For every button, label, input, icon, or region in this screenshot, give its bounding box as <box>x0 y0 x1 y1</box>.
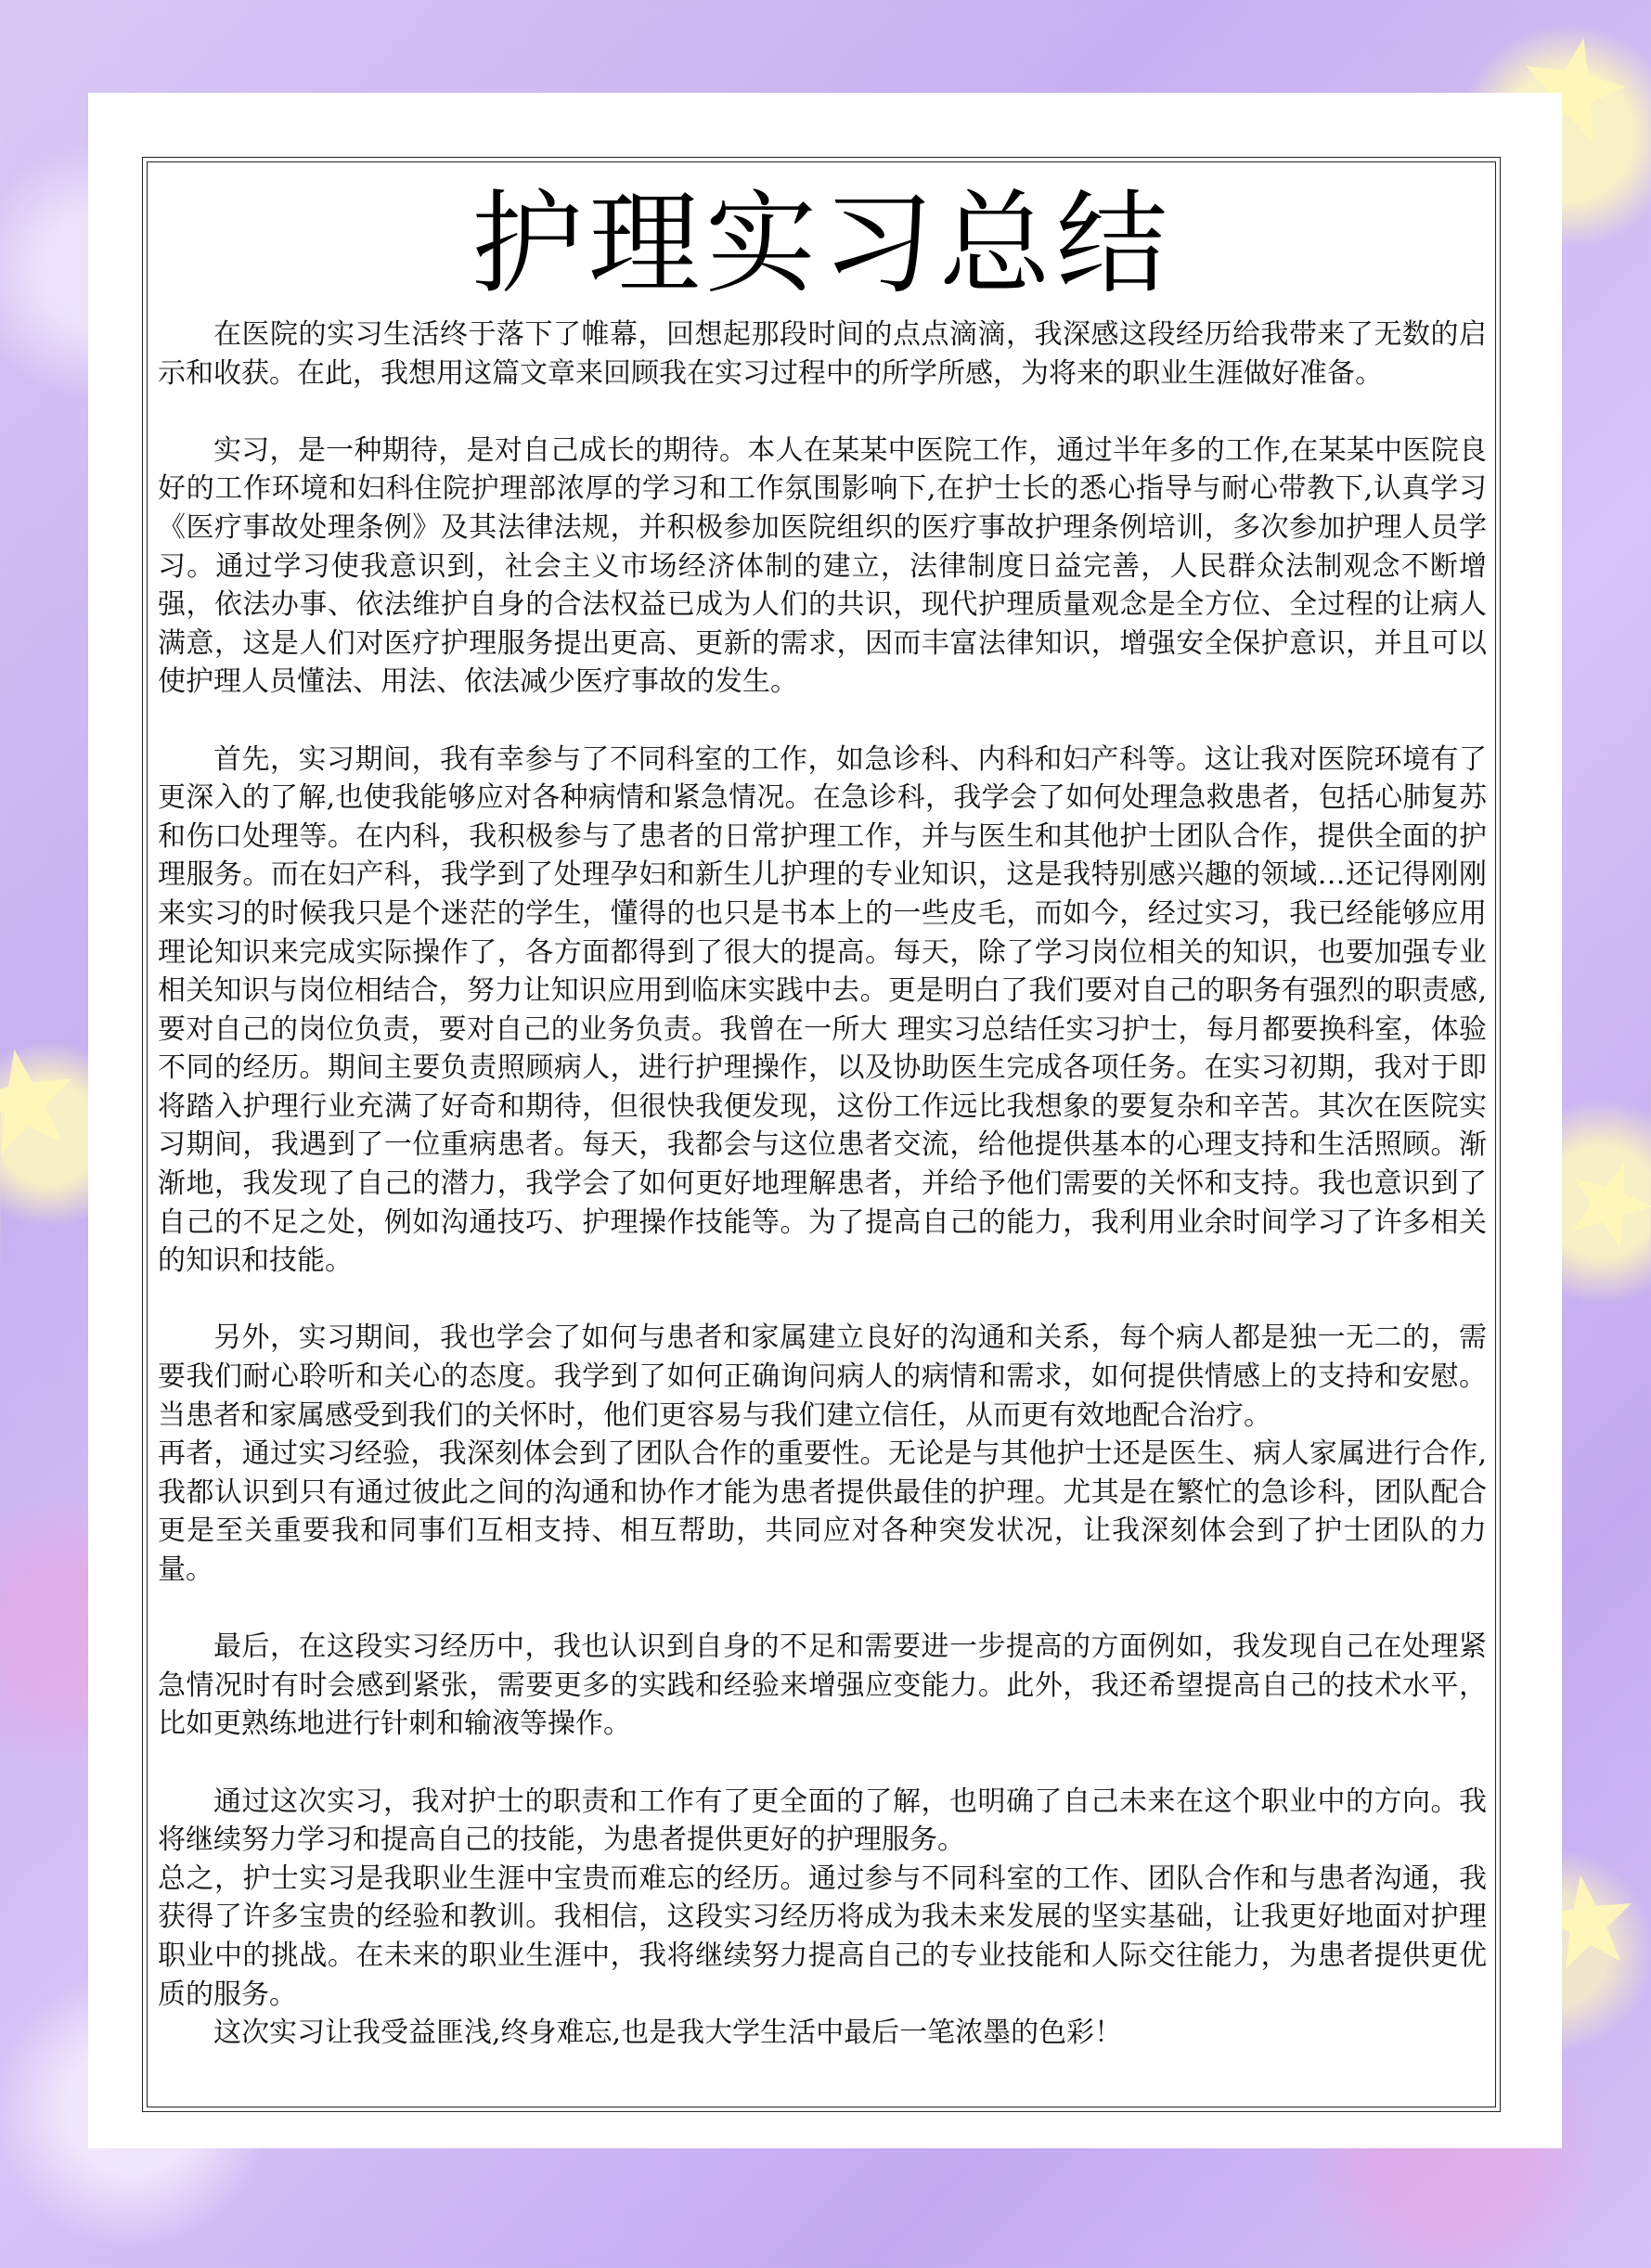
document-title: 护理实习总结 <box>471 180 1173 309</box>
paragraph-teamwork: 再者，通过实习经验，我深刻体会到了团队合作的重要性。无论是与其他护士还是医生、病人家属进行合作,我都认识到只有通过彼此之间的沟通和协作才能为患者提供最佳的护理。尤其是在繁忙的急诊科，团队配合更是至关重要我和同事们互相支持、相互帮助，共同应对各种突发状况，让我深刻体会到了护士团队的力量。 <box>158 1437 1487 1586</box>
paragraph-communication: 另外，实习期间，我也学会了如何与患者和家属建立良好的沟通和关系，每个病人都是独一无二的，需要我们耐心聆听和关心的态度。我学到了如何正确询问病人的病情和需求，如何提供情感上的支持和安慰。当患者和家属感受到我们的关怀时，他们更容易与我们建立信任，从而更有效地配合治疗。 <box>158 1321 1487 1432</box>
star-decoration-icon <box>0 1040 83 1158</box>
paragraph-gap <box>158 702 1487 741</box>
paragraph-gap <box>158 1281 1487 1320</box>
star-decoration-icon <box>1556 1148 1651 1255</box>
paragraph-intro: 在医院的实习生活终于落下了帷幕，回想起那段时间的点点滴滴，我深感这段经历给我带来了无数的启示和收获。在此，我想用这篇文章来回顾我在实习过程中的所学所感，为将来的职业生涯做好准备。 <box>158 318 1487 390</box>
paragraph-departments: 首先，实习期间，我有幸参与了不同科室的工作，如急诊科、内科和妇产科等。这让我对医院环境有了更深入的了解,也使我能够应对各种病情和紧急情况。在急诊科，我学会了如何处理急救患者，包括心肺复苏和伤口处理等。在内科，我积极参与了患者的日常护理工作，并与医生和其他护士团队合作，提供全面的护理服务。而在妇产科，我学到了处理孕妇和新生儿护理的专业知识，这是我特别感兴趣的领域…还记得刚刚来实习的时候我只是个迷茫的学生，懂得的也只是书本上的一些皮毛，而如今，经过实习，我已经能够应用理论知识来完成实际操作了，各方面都得到了很大的提高。每天，除了学习岗位相关的知识，也要加强专业相关知识与岗位相结合，努力让知识应用到临床实践中去。更是明白了我们要对自己的职务有强烈的职责感,要对自己的岗位负责，要对自己的业务负责。我曾在一所大 理实习总结任实习护士，每月都要换科室，体验不同的经历。期间主要负责照顾病人，进行护理操作，以及协助医生完成各项任务。在实习初期，我对于即将踏入护理行业充满了好奇和期待，但很快我便发现，这份工作远比我想象的要复杂和辛苦。其次在医院实习期间，我遇到了一位重病患者。每天，我都会与这位患者交流，给他提供基本的心理支持和生活照顾。渐渐地，我发现了自己的潜力，我学会了如何更好地理解患者，并给予他们需要的关怀和支持。我也意识到了自己的不足之处，例如沟通技巧、护理操作技能等。为了提高自己的能力，我利用业余时间学习了许多相关的知识和技能。 <box>158 742 1487 1278</box>
paragraph-direction: 通过这次实习，我对护士的职责和工作有了更全面的了解，也明确了自己未来在这个职业中的方向。我将继续努力学习和提高自己的技能，为患者提供更好的护理服务。 <box>158 1785 1487 1857</box>
paragraph-shortcomings: 最后，在这段实习经历中，我也认识到自身的不足和需要进一步提高的方面例如，我发现自己在处理紧急情况时有时会感到紧张，需要更多的实践和经验来增强应变能力。此外，我还希望提高自己的技术水平，比如更熟练地进行针刺和输液等操作。 <box>158 1630 1487 1741</box>
paragraph-expectation: 实习，是一种期待，是对自己成长的期待。本人在某某中医院工作，通过半年多的工作,在某某中医院良好的工作环境和妇科住院护理部浓厚的学习和工作氛围影响下,在护士长的悉心指导与耐心带教下,认真学习《医疗事故处理条例》及其法律法规，并积极参加医院组织的医疗事故护理条例培训，多次参加护理人员学习。通过学习使我意识到，社会主义市场经济体制的建立，法律制度日益完善，人民群众法制观念不断增强，依法办事、依法维护自身的合法权益已成为人们的共识，现代护理质量观念是全方位、全过程的让病人满意，这是人们对医疗护理服务提出更高、更新的需求，因而丰富法律知识，增强安全保护意识，并且可以使护理人员懂法、用法、依法减少医疗事故的发生。 <box>158 433 1487 699</box>
paragraph-conclusion: 总之，护士实习是我职业生涯中宝贵而难忘的经历。通过参与不同科室的工作、团队合作和与患者沟通，我获得了许多宝贵的经验和教训。我相信，这段实习经历将成为我未来发展的坚实基础，让我更好地面对护理职业中的挑战。在未来的职业生涯中，我将继续努力提高自己的专业技能和人际交往能力，为患者提供更优质的服务。 <box>158 1862 1487 2011</box>
paragraph-gap <box>158 393 1487 432</box>
paragraph-closing: 这次实习让我受益匪浅,终身难忘,也是我大学生活中最后一笔浓墨的色彩！ <box>213 2017 1123 2050</box>
paragraph-gap <box>158 1744 1487 1783</box>
document-page <box>88 93 1562 2148</box>
document-frame <box>142 157 1501 2112</box>
document-content <box>158 180 1487 2053</box>
paragraph-gap <box>158 1590 1487 1629</box>
